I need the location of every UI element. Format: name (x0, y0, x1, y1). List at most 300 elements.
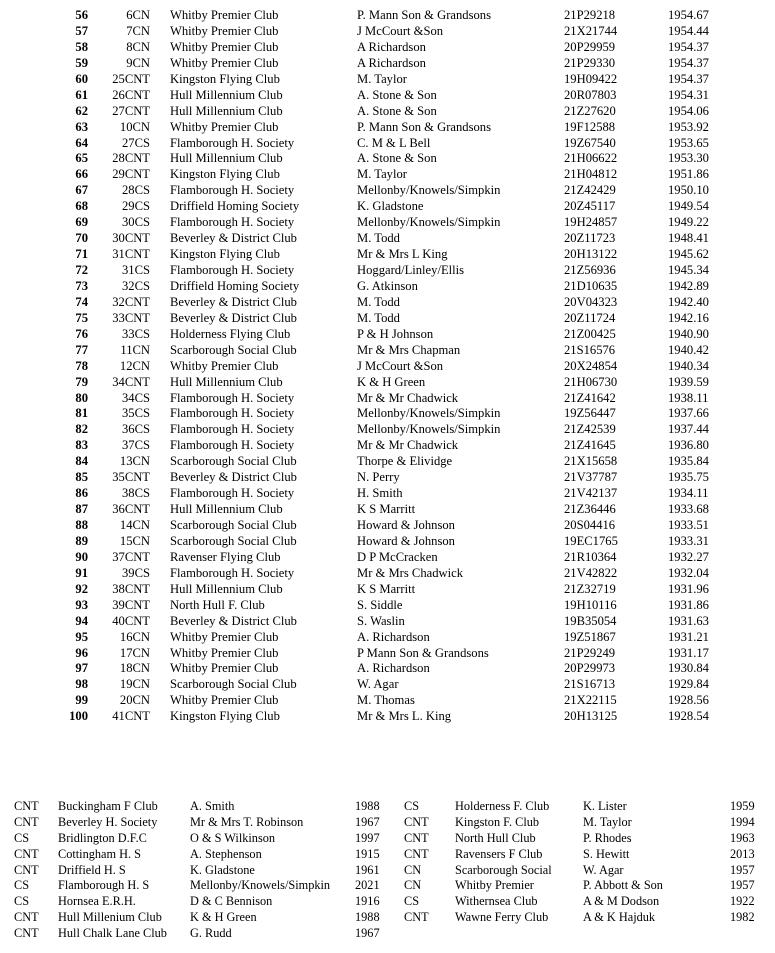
code-cell: 33CNT (112, 310, 150, 325)
club-cell: Flamborough H. Society (170, 565, 295, 580)
owner-cell: P. Mann Son & Grandsons (357, 8, 491, 22)
code-cell: 39CNT (112, 597, 150, 612)
score-cell: 1932.27 (668, 549, 709, 564)
score-cell: 1954.67 (668, 8, 709, 22)
result-row (0, 693, 775, 709)
club-name-cell: Holderness F. Club (455, 799, 550, 813)
club-type-cell: CNT (404, 814, 429, 829)
result-row (0, 534, 775, 550)
club-cell: Flamborough H. Society (170, 263, 295, 277)
club-cell: Scarborough Social Club (170, 342, 297, 357)
score-cell: 1929.84 (668, 677, 709, 692)
club-cell: Beverley & District Club (170, 470, 297, 485)
position-cell: 56 (75, 8, 88, 22)
owner-cell: A. Stone & Son (357, 87, 437, 102)
ring-number-cell: 20V04323 (564, 294, 618, 309)
owner-cell: K S Marritt (357, 502, 416, 517)
code-cell: 17CN (119, 645, 150, 660)
result-row (0, 518, 775, 534)
owner-cell: P. Mann Son & Grandsons (357, 119, 491, 134)
club-type-cell: CS (14, 878, 30, 893)
club-year-cell: 1959 (730, 799, 755, 813)
ring-number-cell: 19F12588 (564, 119, 616, 134)
position-cell: 88 (75, 518, 88, 532)
result-row (0, 391, 775, 407)
owner-cell: M. Taylor (357, 167, 407, 182)
club-owner-cell: K. Gladstone (190, 862, 255, 877)
owner-cell: Mr & Mrs L. King (357, 709, 452, 724)
score-cell: 1954.06 (668, 103, 709, 118)
club-year-cell: 1915 (355, 846, 380, 861)
club-type-cell: CNT (404, 846, 429, 861)
code-cell: 26CNT (112, 87, 150, 102)
score-cell: 1950.10 (668, 183, 709, 198)
position-cell: 95 (75, 629, 88, 644)
club-cell: Driffield Homing Society (170, 278, 300, 293)
club-year-cell: 1963 (730, 830, 755, 845)
club-row (0, 878, 775, 894)
result-row (0, 677, 775, 693)
code-cell: 35CNT (112, 470, 150, 485)
ring-number-cell: 21P29249 (564, 645, 616, 660)
code-cell: 25CNT (112, 71, 150, 86)
club-year-cell: 1988 (355, 910, 380, 925)
ring-number-cell: 20Z11724 (564, 310, 616, 325)
club-name-cell: Hornsea E.R.H. (58, 894, 136, 909)
club-name-cell: Flamborough H. S (58, 878, 150, 893)
ring-number-cell: 19H10116 (564, 597, 617, 612)
ring-number-cell: 19B35054 (564, 613, 617, 628)
score-cell: 1938.11 (668, 390, 709, 405)
ring-number-cell: 21V37787 (564, 470, 618, 485)
ring-number-cell: 21Z32719 (564, 581, 616, 596)
result-row (0, 88, 775, 104)
position-cell: 66 (75, 167, 88, 182)
code-cell: 38CNT (112, 581, 150, 596)
owner-cell: C. M & L Bell (357, 135, 431, 150)
ring-number-cell: 21R10364 (564, 549, 617, 564)
club-type-cell: CNT (404, 830, 429, 845)
position-cell: 96 (75, 645, 88, 660)
club-cell: Beverley & District Club (170, 231, 297, 246)
code-cell: 40CNT (112, 613, 150, 628)
owner-cell: M. Thomas (357, 693, 415, 708)
club-cell: Ravenser Flying Club (170, 549, 281, 564)
code-cell: 10CN (119, 119, 150, 134)
club-year-cell: 1961 (355, 862, 380, 877)
result-row (0, 56, 775, 72)
club-owner-cell: Mr & Mrs T. Robinson (190, 814, 304, 829)
score-cell: 1932.04 (668, 565, 709, 580)
position-cell: 65 (75, 151, 88, 166)
club-year-cell: 1916 (355, 894, 380, 909)
ring-number-cell: 21V42822 (564, 565, 618, 580)
club-owner-cell: K. Lister (583, 799, 627, 813)
ring-number-cell: 20H13122 (564, 247, 618, 262)
score-cell: 1931.63 (668, 613, 709, 628)
score-cell: 1930.84 (668, 661, 709, 676)
score-cell: 1931.86 (668, 597, 709, 612)
club-owner-cell: A & K Hajduk (583, 910, 656, 925)
owner-cell: Howard & Johnson (357, 518, 455, 532)
club-owner-cell: W. Agar (583, 862, 624, 877)
result-row (0, 614, 775, 630)
score-cell: 1940.42 (668, 342, 709, 357)
score-cell: 1953.92 (668, 119, 709, 134)
position-cell: 75 (75, 310, 88, 325)
ring-number-cell: 20P29973 (564, 661, 616, 676)
ring-number-cell: 21Z00425 (564, 326, 616, 341)
ring-number-cell: 21S16576 (564, 342, 616, 357)
result-row (0, 566, 775, 582)
position-cell: 99 (75, 693, 88, 708)
club-name-cell: Driffield H. S (58, 862, 126, 877)
ring-number-cell: 21X21744 (564, 23, 618, 38)
club-cell: Hull Millennium Club (170, 87, 283, 102)
ring-number-cell: 20P29959 (564, 39, 616, 54)
owner-cell: M. Todd (357, 310, 400, 325)
ring-number-cell: 21P29218 (564, 8, 616, 22)
score-cell: 1945.34 (668, 263, 709, 277)
club-name-cell: Cottingham H. S (58, 846, 142, 861)
position-cell: 77 (75, 342, 88, 357)
score-cell: 1931.96 (668, 581, 709, 596)
position-cell: 70 (75, 231, 88, 246)
ring-number-cell: 20H13125 (564, 709, 618, 724)
club-name-cell: Beverley H. Society (58, 814, 158, 829)
score-cell: 1939.59 (668, 374, 709, 389)
club-year-cell: 1967 (355, 814, 380, 829)
position-cell: 84 (75, 454, 88, 469)
club-cell: Holderness Flying Club (170, 326, 291, 341)
owner-cell: M. Taylor (357, 71, 407, 86)
club-owner-cell: O & S Wilkinson (190, 830, 276, 845)
owner-cell: Mr & Mrs L King (357, 247, 448, 262)
ring-number-cell: 21Z42429 (564, 183, 616, 198)
score-cell: 1933.68 (668, 502, 709, 517)
club-year-cell: 1997 (355, 830, 380, 845)
owner-cell: A Richardson (357, 39, 426, 54)
result-row (0, 502, 775, 518)
result-row (0, 40, 775, 56)
owner-cell: P Mann Son & Grandsons (357, 645, 489, 660)
ring-number-cell: 21Z42539 (564, 422, 616, 437)
club-cell: Whitby Premier Club (170, 8, 279, 22)
club-type-cell: CNT (14, 846, 39, 861)
owner-cell: M. Todd (357, 294, 400, 309)
result-row (0, 422, 775, 438)
result-row (0, 406, 775, 422)
club-cell: Kingston Flying Club (170, 247, 280, 262)
club-name-cell: Wawne Ferry Club (455, 910, 549, 925)
code-cell: 19CN (119, 677, 150, 692)
club-name-cell: Kingston F. Club (455, 814, 540, 829)
score-cell: 1931.21 (668, 629, 709, 644)
ring-number-cell: 20Z45117 (564, 199, 616, 214)
score-cell: 1934.11 (668, 486, 709, 501)
club-year-cell: 1994 (730, 814, 755, 829)
position-cell: 60 (75, 71, 88, 86)
result-row (0, 438, 775, 454)
club-cell: Whitby Premier Club (170, 358, 279, 373)
club-type-cell: CS (14, 830, 30, 845)
club-name-cell: Buckingham F Club (58, 799, 158, 813)
ring-number-cell: 21S16713 (564, 677, 616, 692)
score-cell: 1937.44 (668, 422, 709, 437)
result-row (0, 311, 775, 327)
position-cell: 68 (75, 199, 88, 214)
club-owner-cell: A. Stephenson (190, 846, 262, 861)
score-cell: 1937.66 (668, 406, 709, 421)
position-cell: 62 (75, 103, 88, 118)
position-cell: 80 (75, 390, 88, 405)
position-cell: 81 (75, 406, 88, 421)
ring-number-cell: 21D10635 (564, 278, 618, 293)
score-cell: 1942.16 (668, 310, 709, 325)
ring-number-cell: 21X15658 (564, 454, 618, 469)
result-row (0, 630, 775, 646)
club-type-cell: CNT (404, 910, 429, 925)
score-cell: 1940.34 (668, 358, 709, 373)
code-cell: 14CN (119, 518, 150, 532)
club-type-cell: CNT (14, 910, 39, 925)
owner-cell: Mr & Mrs Chadwick (357, 565, 463, 580)
position-cell: 57 (75, 23, 88, 38)
club-cell: Hull Millennium Club (170, 374, 283, 389)
position-cell: 89 (75, 533, 88, 548)
club-cell: Scarborough Social Club (170, 533, 297, 548)
score-cell: 1928.54 (668, 709, 709, 724)
result-row (0, 72, 775, 88)
owner-cell: Mellonby/Knowels/Simpkin (357, 406, 501, 421)
score-cell: 1948.41 (668, 231, 709, 246)
owner-cell: A. Stone & Son (357, 103, 437, 118)
result-row (0, 375, 775, 391)
code-cell: 31CNT (112, 247, 150, 262)
club-cell: Scarborough Social Club (170, 454, 297, 469)
owner-cell: K & H Green (357, 374, 426, 389)
score-cell: 1931.17 (668, 645, 709, 660)
owner-cell: N. Perry (357, 470, 400, 485)
club-year-cell: 2013 (730, 846, 755, 861)
club-cell: Whitby Premier Club (170, 661, 279, 676)
code-cell: 39CS (122, 565, 150, 580)
club-name-cell: Whitby Premier (455, 878, 534, 893)
score-cell: 1945.62 (668, 247, 709, 262)
clubs-table (0, 799, 775, 942)
result-row (0, 231, 775, 247)
position-cell: 58 (75, 39, 88, 54)
ring-number-cell: 19H24857 (564, 215, 618, 230)
owner-cell: Mr & Mrs Chapman (357, 342, 461, 357)
club-cell: Kingston Flying Club (170, 709, 280, 724)
position-cell: 76 (75, 326, 88, 341)
club-name-cell: Hull Millenium Club (58, 910, 162, 925)
position-cell: 63 (75, 119, 88, 134)
code-cell: 37CS (122, 438, 150, 453)
result-row (0, 295, 775, 311)
score-cell: 1933.31 (668, 533, 709, 548)
club-cell: Whitby Premier Club (170, 39, 279, 54)
score-cell: 1953.30 (668, 151, 709, 166)
owner-cell: D P McCracken (357, 549, 438, 564)
position-cell: 87 (75, 502, 88, 517)
score-cell: 1954.31 (668, 87, 709, 102)
position-cell: 90 (75, 549, 88, 564)
club-cell: Beverley & District Club (170, 294, 297, 309)
code-cell: 35CS (122, 406, 150, 421)
code-cell: 33CS (122, 326, 150, 341)
score-cell: 1936.80 (668, 438, 709, 453)
ring-number-cell: 21Z41642 (564, 390, 616, 405)
result-row (0, 247, 775, 263)
score-cell: 1935.84 (668, 454, 709, 469)
club-type-cell: CS (404, 799, 420, 813)
club-name-cell: Ravensers F Club (455, 846, 543, 861)
ring-number-cell: 21Z56936 (564, 263, 616, 277)
club-type-cell: CNT (14, 799, 39, 813)
code-cell: 11CN (120, 342, 150, 357)
position-cell: 94 (75, 613, 88, 628)
result-row (0, 136, 775, 152)
position-cell: 83 (75, 438, 88, 453)
result-row (0, 709, 775, 725)
club-cell: Flamborough H. Society (170, 135, 295, 150)
club-name-cell: Withernsea Club (455, 894, 538, 909)
score-cell: 1954.44 (668, 23, 709, 38)
ring-number-cell: 21V42137 (564, 486, 618, 501)
score-cell: 1935.75 (668, 470, 709, 485)
club-cell: Flamborough H. Society (170, 390, 295, 405)
ring-number-cell: 19Z56447 (564, 406, 616, 421)
result-row (0, 199, 775, 215)
club-row (0, 799, 775, 815)
owner-cell: P & H Johnson (357, 326, 434, 341)
owner-cell: S. Waslin (357, 613, 405, 628)
code-cell: 28CS (122, 183, 150, 198)
code-cell: 12CN (119, 358, 150, 373)
club-cell: Whitby Premier Club (170, 119, 279, 134)
position-cell: 93 (75, 597, 88, 612)
position-cell: 79 (75, 374, 88, 389)
code-cell: 31CS (122, 263, 150, 277)
score-cell: 1951.86 (668, 167, 709, 182)
code-cell: 16CN (119, 629, 150, 644)
position-cell: 74 (75, 294, 88, 309)
position-cell: 85 (75, 470, 88, 485)
club-type-cell: CS (14, 894, 30, 909)
position-cell: 67 (75, 183, 88, 198)
result-row (0, 104, 775, 120)
position-cell: 61 (75, 87, 88, 102)
result-row (0, 359, 775, 375)
club-year-cell: 1988 (355, 799, 380, 813)
ring-number-cell: 20Z11723 (564, 231, 616, 246)
club-cell: Scarborough Social Club (170, 677, 297, 692)
club-owner-cell: A. Smith (190, 799, 235, 813)
owner-cell: K. Gladstone (357, 199, 424, 214)
ring-number-cell: 20S04416 (564, 518, 616, 532)
club-cell: Kingston Flying Club (170, 167, 280, 182)
owner-cell: A. Richardson (357, 629, 430, 644)
club-owner-cell: M. Taylor (583, 814, 632, 829)
position-cell: 78 (75, 358, 88, 373)
position-cell: 69 (75, 215, 88, 230)
score-cell: 1949.22 (668, 215, 709, 230)
club-cell: Beverley & District Club (170, 310, 297, 325)
club-cell: Whitby Premier Club (170, 693, 279, 708)
position-cell: 73 (75, 278, 88, 293)
score-cell: 1933.51 (668, 518, 709, 532)
owner-cell: Mellonby/Knowels/Simpkin (357, 215, 501, 230)
ring-number-cell: 21X22115 (564, 693, 617, 708)
ring-number-cell: 21H04812 (564, 167, 618, 182)
owner-cell: Hoggard/Linley/Ellis (357, 263, 465, 277)
position-cell: 71 (75, 247, 88, 262)
club-type-cell: CNT (14, 862, 39, 877)
result-row (0, 327, 775, 343)
club-year-cell: 1957 (730, 862, 755, 877)
position-cell: 92 (75, 581, 88, 596)
position-cell: 64 (75, 135, 88, 150)
code-cell: 9CN (126, 55, 150, 70)
club-owner-cell: A & M Dodson (583, 894, 660, 909)
result-row (0, 215, 775, 231)
ring-number-cell: 21H06730 (564, 374, 618, 389)
code-cell: 41CNT (112, 709, 150, 724)
position-cell: 72 (75, 263, 88, 277)
code-cell: 15CN (119, 533, 150, 548)
club-cell: Flamborough H. Society (170, 438, 295, 453)
club-year-cell: 2021 (355, 878, 380, 893)
result-row (0, 646, 775, 662)
owner-cell: J McCourt &Son (357, 23, 444, 38)
code-cell: 37CNT (112, 549, 150, 564)
club-cell: Flamborough H. Society (170, 486, 295, 501)
club-owner-cell: Mellonby/Knowels/Simpkin (190, 878, 331, 893)
club-row (0, 831, 775, 847)
owner-cell: G. Atkinson (357, 278, 418, 293)
club-owner-cell: K & H Green (190, 910, 257, 925)
club-cell: Flamborough H. Society (170, 215, 295, 230)
code-cell: 29CS (122, 199, 150, 214)
ring-number-cell: 21P29330 (564, 55, 616, 70)
results-table (0, 8, 775, 725)
club-type-cell: CNT (14, 814, 39, 829)
club-cell: Scarborough Social Club (170, 518, 297, 532)
club-year-cell: 1982 (730, 910, 755, 925)
owner-cell: Mellonby/Knowels/Simpkin (357, 183, 501, 198)
result-row (0, 550, 775, 566)
code-cell: 27CNT (112, 103, 150, 118)
club-row (0, 910, 775, 926)
club-cell: Hull Millennium Club (170, 151, 283, 166)
result-row (0, 24, 775, 40)
club-type-cell: CNT (14, 926, 39, 941)
result-row (0, 598, 775, 614)
code-cell: 6CN (126, 8, 150, 22)
club-cell: Whitby Premier Club (170, 645, 279, 660)
owner-cell: Howard & Johnson (357, 533, 455, 548)
club-name-cell: North Hull Club (455, 830, 536, 845)
code-cell: 8CN (126, 39, 150, 54)
code-cell: 34CNT (112, 374, 150, 389)
club-cell: Hull Millennium Club (170, 502, 283, 517)
club-owner-cell: P. Abbott & Son (583, 878, 663, 893)
code-cell: 32CNT (112, 294, 150, 309)
result-row (0, 582, 775, 598)
club-name-cell: Hull Chalk Lane Club (58, 926, 167, 941)
